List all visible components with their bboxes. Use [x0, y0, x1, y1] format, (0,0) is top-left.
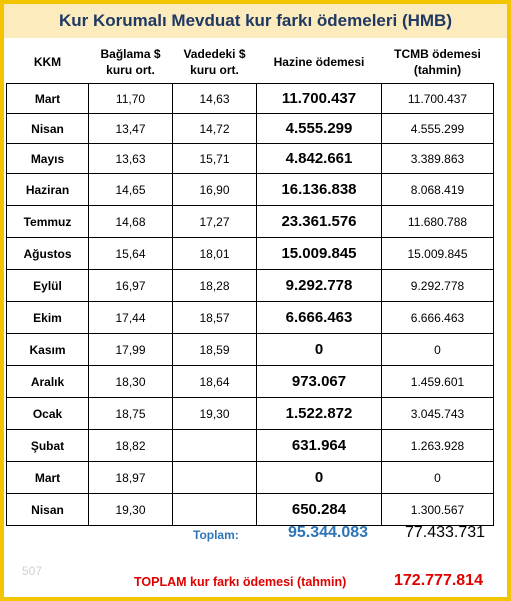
month-cell: Nisan [7, 114, 89, 144]
table-row [7, 238, 494, 270]
hazine-cell: 1.522.872 [257, 398, 382, 430]
vadedeki-cell: 17,27 [173, 206, 257, 238]
table-row [7, 398, 494, 430]
tcmb-cell: 4.555.299 [382, 114, 494, 144]
month-cell: Ağustos [7, 238, 89, 270]
tcmb-cell: 8.068.419 [382, 174, 494, 206]
vadedeki-cell: 19,30 [173, 398, 257, 430]
tcmb-cell: 3.389.863 [382, 144, 494, 174]
vadedeki-cell: 14,72 [173, 114, 257, 144]
vadedeki-cell: 14,63 [173, 84, 257, 114]
table-row [7, 174, 494, 206]
hazine-cell: 23.361.576 [257, 206, 382, 238]
vadedeki-cell: 18,28 [173, 270, 257, 302]
month-cell: Kasım [7, 334, 89, 366]
tcmb-cell: 3.045.743 [382, 398, 494, 430]
baglama-cell: 17,99 [89, 334, 173, 366]
month-cell: Ekim [7, 302, 89, 334]
header-hazine: Hazine ödemesi [273, 54, 365, 69]
table-row [7, 494, 494, 526]
tcmb-cell: 1.300.567 [382, 494, 494, 526]
table-row [7, 144, 494, 174]
vadedeki-cell [173, 430, 257, 462]
baglama-cell: 13,47 [89, 114, 173, 144]
baglama-cell: 19,30 [89, 494, 173, 526]
tcmb-cell: 11.700.437 [382, 84, 494, 114]
tcmb-cell: 15.009.845 [382, 238, 494, 270]
hazine-cell: 11.700.437 [257, 84, 382, 114]
baglama-cell: 18,82 [89, 430, 173, 462]
month-cell: Mart [7, 84, 89, 114]
hazine-cell: 4.555.299 [257, 114, 382, 144]
tcmb-cell: 11.680.788 [382, 206, 494, 238]
grand-total-value: 172.777.814 [394, 572, 483, 589]
baglama-cell: 18,30 [89, 366, 173, 398]
baglama-cell: 16,97 [89, 270, 173, 302]
tcmb-cell: 1.263.928 [382, 430, 494, 462]
baglama-cell: 17,44 [89, 302, 173, 334]
month-cell: Ocak [7, 398, 89, 430]
month-cell: Eylül [7, 270, 89, 302]
watermark-number: 507 [22, 564, 43, 578]
hazine-cell: 6.666.463 [257, 302, 382, 334]
vadedeki-cell [173, 462, 257, 494]
hazine-cell: 9.292.778 [257, 270, 382, 302]
month-cell: Mayıs [7, 144, 89, 174]
header-tcmb: TCMB ödemesi (tahmin) [394, 46, 481, 77]
header-vadedeki: Vadedeki $ kuru ort. [183, 46, 246, 77]
table-row [7, 462, 494, 494]
kkm-table [6, 40, 494, 526]
table-row [7, 430, 494, 462]
hazine-cell: 16.136.838 [257, 174, 382, 206]
vadedeki-cell: 18,57 [173, 302, 257, 334]
baglama-cell: 11,70 [89, 84, 173, 114]
total-label: Toplam: [193, 528, 239, 542]
tcmb-cell: 6.666.463 [382, 302, 494, 334]
baglama-cell: 18,97 [89, 462, 173, 494]
total-tcmb: 77.433.731 [404, 524, 486, 541]
hazine-cell: 973.067 [257, 366, 382, 398]
vadedeki-cell [173, 494, 257, 526]
tcmb-cell: 0 [382, 334, 494, 366]
baglama-cell: 18,75 [89, 398, 173, 430]
hazine-cell: 0 [257, 334, 382, 366]
hazine-cell: 650.284 [257, 494, 382, 526]
baglama-cell: 13,63 [89, 144, 173, 174]
vadedeki-cell: 18,59 [173, 334, 257, 366]
vadedeki-cell: 18,01 [173, 238, 257, 270]
vadedeki-cell: 16,90 [173, 174, 257, 206]
total-hazine: 95.344.083 [287, 524, 369, 541]
vadedeki-cell: 18,64 [173, 366, 257, 398]
tcmb-cell: 9.292.778 [382, 270, 494, 302]
table-row [7, 302, 494, 334]
hazine-cell: 4.842.661 [257, 144, 382, 174]
table-title: Kur Korumalı Mevduat kur farkı ödemeleri (HMB) [4, 4, 507, 38]
month-cell: Temmuz [7, 206, 89, 238]
header-baglama: Bağlama $ kuru ort. [100, 46, 161, 77]
baglama-cell: 14,68 [89, 206, 173, 238]
month-cell: Haziran [7, 174, 89, 206]
grand-total-label: TOPLAM kur farkı ödemesi (tahmin) [134, 575, 347, 589]
table-row [7, 84, 494, 114]
tcmb-cell: 0 [382, 462, 494, 494]
table-row [7, 114, 494, 144]
month-cell: Aralık [7, 366, 89, 398]
header-row [7, 40, 494, 84]
table-row [7, 206, 494, 238]
hazine-cell: 631.964 [257, 430, 382, 462]
hazine-cell: 15.009.845 [257, 238, 382, 270]
tcmb-cell: 1.459.601 [382, 366, 494, 398]
table-row [7, 270, 494, 302]
table-row [7, 366, 494, 398]
month-cell: Şubat [7, 430, 89, 462]
table-row [7, 334, 494, 366]
month-cell: Mart [7, 462, 89, 494]
vadedeki-cell: 15,71 [173, 144, 257, 174]
baglama-cell: 14,65 [89, 174, 173, 206]
table-body [7, 84, 494, 526]
hazine-cell: 0 [257, 462, 382, 494]
month-cell: Nisan [7, 494, 89, 526]
baglama-cell: 15,64 [89, 238, 173, 270]
header-kkm: KKM [33, 54, 62, 69]
